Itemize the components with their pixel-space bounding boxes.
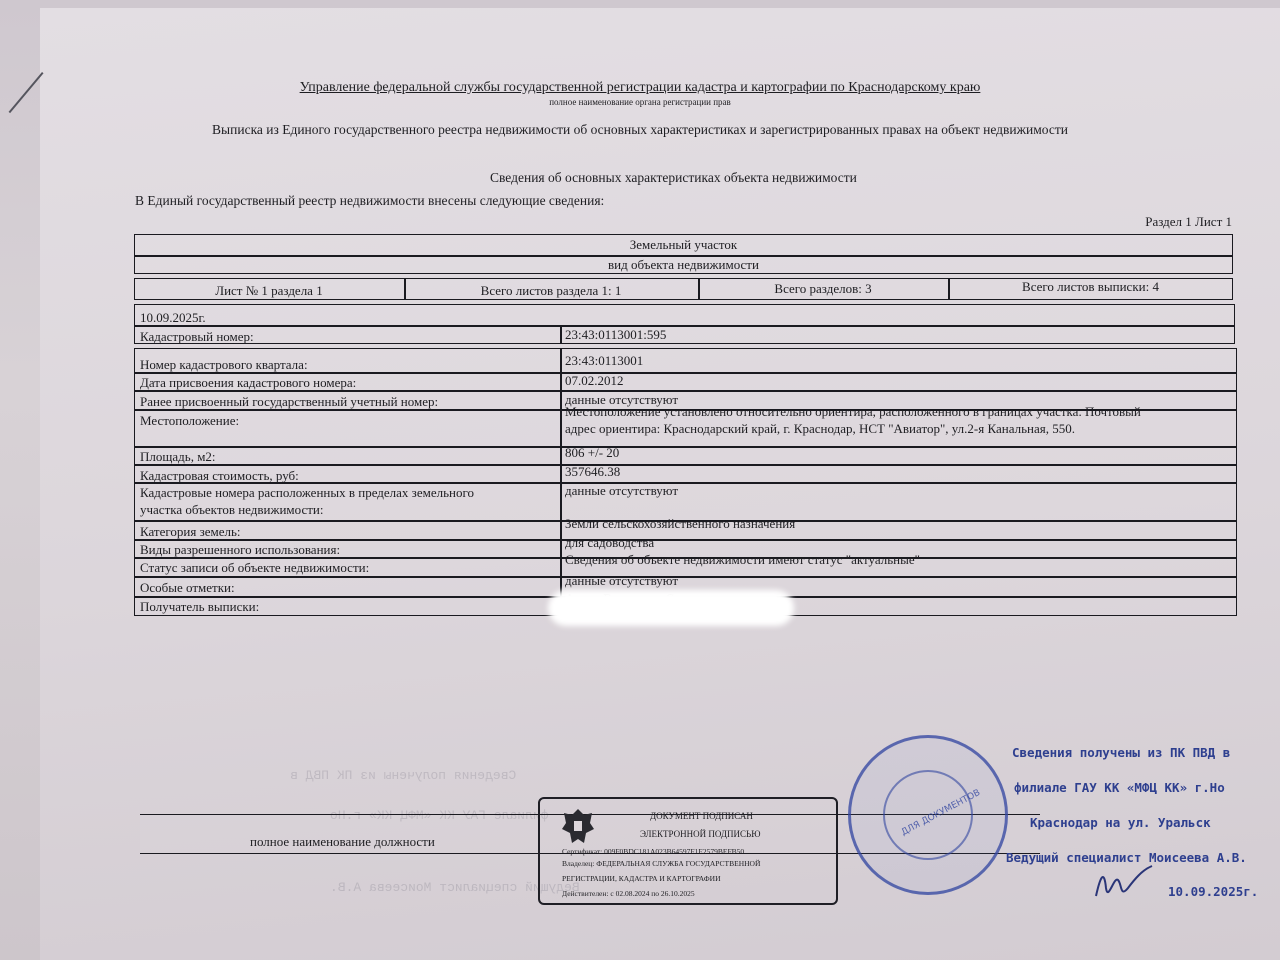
row-label: Дата присвоения кадастрового номера: — [140, 375, 357, 390]
row-label: Ранее присвоенный государственный учетный номер: — [140, 394, 439, 409]
row-value: для садоводства — [565, 535, 655, 550]
coat-of-arms-icon — [560, 807, 596, 847]
row-value: 07.02.2012 — [565, 373, 624, 388]
cadastral-number-label: Кадастровый номер: — [140, 329, 254, 344]
round-stamp — [848, 735, 1008, 895]
stamp-text: ДЛЯ ДОКУМЕНТОВ — [899, 787, 983, 839]
row-label-continued: участка объектов недвижимости: — [140, 502, 324, 517]
stamp-line: филиале ГАУ КК «МФЦ КК» г.Но — [1014, 780, 1225, 795]
section-sheets-count: Всего листов раздела 1: 1 — [480, 283, 622, 298]
handwritten-signature — [1090, 858, 1160, 908]
electronic-signature-box — [538, 797, 838, 905]
part-label: Раздел 1 Лист 1 — [1145, 214, 1232, 229]
row-label: Номер кадастрового квартала: — [140, 357, 308, 372]
row-value: данные отсутствуют — [565, 392, 679, 407]
stamp-line: Ведущий специалист Моисеева А.В. — [1006, 850, 1247, 865]
bleed-through-text: Ведущий специалист Моисеева А.В. — [330, 880, 580, 895]
row-label: Получатель выписки: — [140, 599, 260, 614]
row-label: Особые отметки: — [140, 580, 235, 595]
stamp-line: Сведения получены из ПК ПВД в — [1012, 745, 1231, 760]
row-label: Кадастровая стоимость, руб: — [140, 468, 299, 483]
total-sheets-count: Всего листов выписки: 4 — [1022, 279, 1159, 294]
row-value: Земли сельскохозяйственного назначения — [565, 516, 796, 531]
row-label: Местоположение: — [140, 413, 240, 428]
stamp-line: 10.09.2025г. — [1168, 884, 1259, 899]
position-caption: полное наименование должности — [250, 834, 435, 849]
row-value-continued: адрес ориентира: Краснодарский край, г. Краснодар, НСТ "Авиатор", ул.2-я Канальная, 550. — [565, 421, 1075, 436]
object-type: Земельный участок — [629, 237, 738, 252]
redaction-mark — [548, 590, 794, 626]
row-value: 357646.38 — [565, 464, 621, 479]
row-label: Площадь, м2: — [140, 449, 216, 464]
object-type-caption: вид объекта недвижимости — [608, 257, 759, 272]
row-value: Сведения об объекте недвижимости имеют статус "актуальные" — [565, 552, 920, 567]
row-value: данные отсутствуют — [565, 483, 679, 498]
cadastral-number-value: 23:43:0113001:595 — [565, 327, 667, 342]
row-label: Виды разрешенного использования: — [140, 542, 341, 557]
intro-text: В Единый государственный реестр недвижимости внесены следующие сведения: — [135, 193, 605, 208]
row-label: Категория земель: — [140, 524, 241, 539]
sections-count: Всего разделов: 3 — [774, 281, 872, 296]
cadastral-box — [134, 304, 1235, 344]
extract-date: 10.09.2025г. — [140, 310, 206, 325]
document-title: Выписка из Единого государственного реестра недвижимости об основных характеристиках и зарегистрированных правах на объект недвижимости — [212, 122, 1068, 137]
row-label: Статус записи об объекте недвижимости: — [140, 560, 370, 575]
row-value: данные отсутствуют — [565, 573, 679, 588]
row-value: Местоположение установлено относительно ориентира, расположенного в границах участка. Почтовый — [565, 404, 1141, 419]
section-title: Сведения об основных характеристиках объекта недвижимости — [490, 170, 857, 185]
organization-name: Управление федеральной службы государственной регистрации кадастра и картографии по Краснодарскому краю — [299, 80, 981, 95]
certificate-number: Сертификат: 009F0BDC181A023B64597F1E2579BEFB50 — [562, 847, 745, 856]
bleed-through-text: филиале ГАУ КК «МФЦ КК» г.Но — [330, 808, 549, 823]
bleed-through-text: Сведения получены из ПК ПВД в — [290, 768, 517, 783]
organization-caption: полное наименование органа регистрации прав — [549, 97, 731, 107]
certificate-validity: Действителен: с 02.08.2024 по 26.10.2025 — [562, 889, 695, 898]
row-value: 23:43:0113001 — [565, 353, 644, 368]
row-value: 806 +/- 20 — [565, 445, 620, 460]
certificate-owner-2: РЕГИСТРАЦИИ, КАДАСТРА И КАРТОГРАФИИ — [562, 874, 721, 883]
signed-label: ДОКУМЕНТ ПОДПИСАН — [650, 811, 753, 821]
signed-label-2: ЭЛЕКТРОННОЙ ПОДПИСЬЮ — [640, 829, 761, 839]
row-label: Кадастровые номера расположенных в пределах земельного — [140, 485, 474, 500]
certificate-owner: Владелец: ФЕДЕРАЛЬНАЯ СЛУЖБА ГОСУДАРСТВЕННОЙ — [562, 859, 761, 868]
stamp-line: Краснодар на ул. Уральск — [1030, 815, 1211, 830]
sheet-number: Лист № 1 раздела 1 — [215, 283, 323, 298]
